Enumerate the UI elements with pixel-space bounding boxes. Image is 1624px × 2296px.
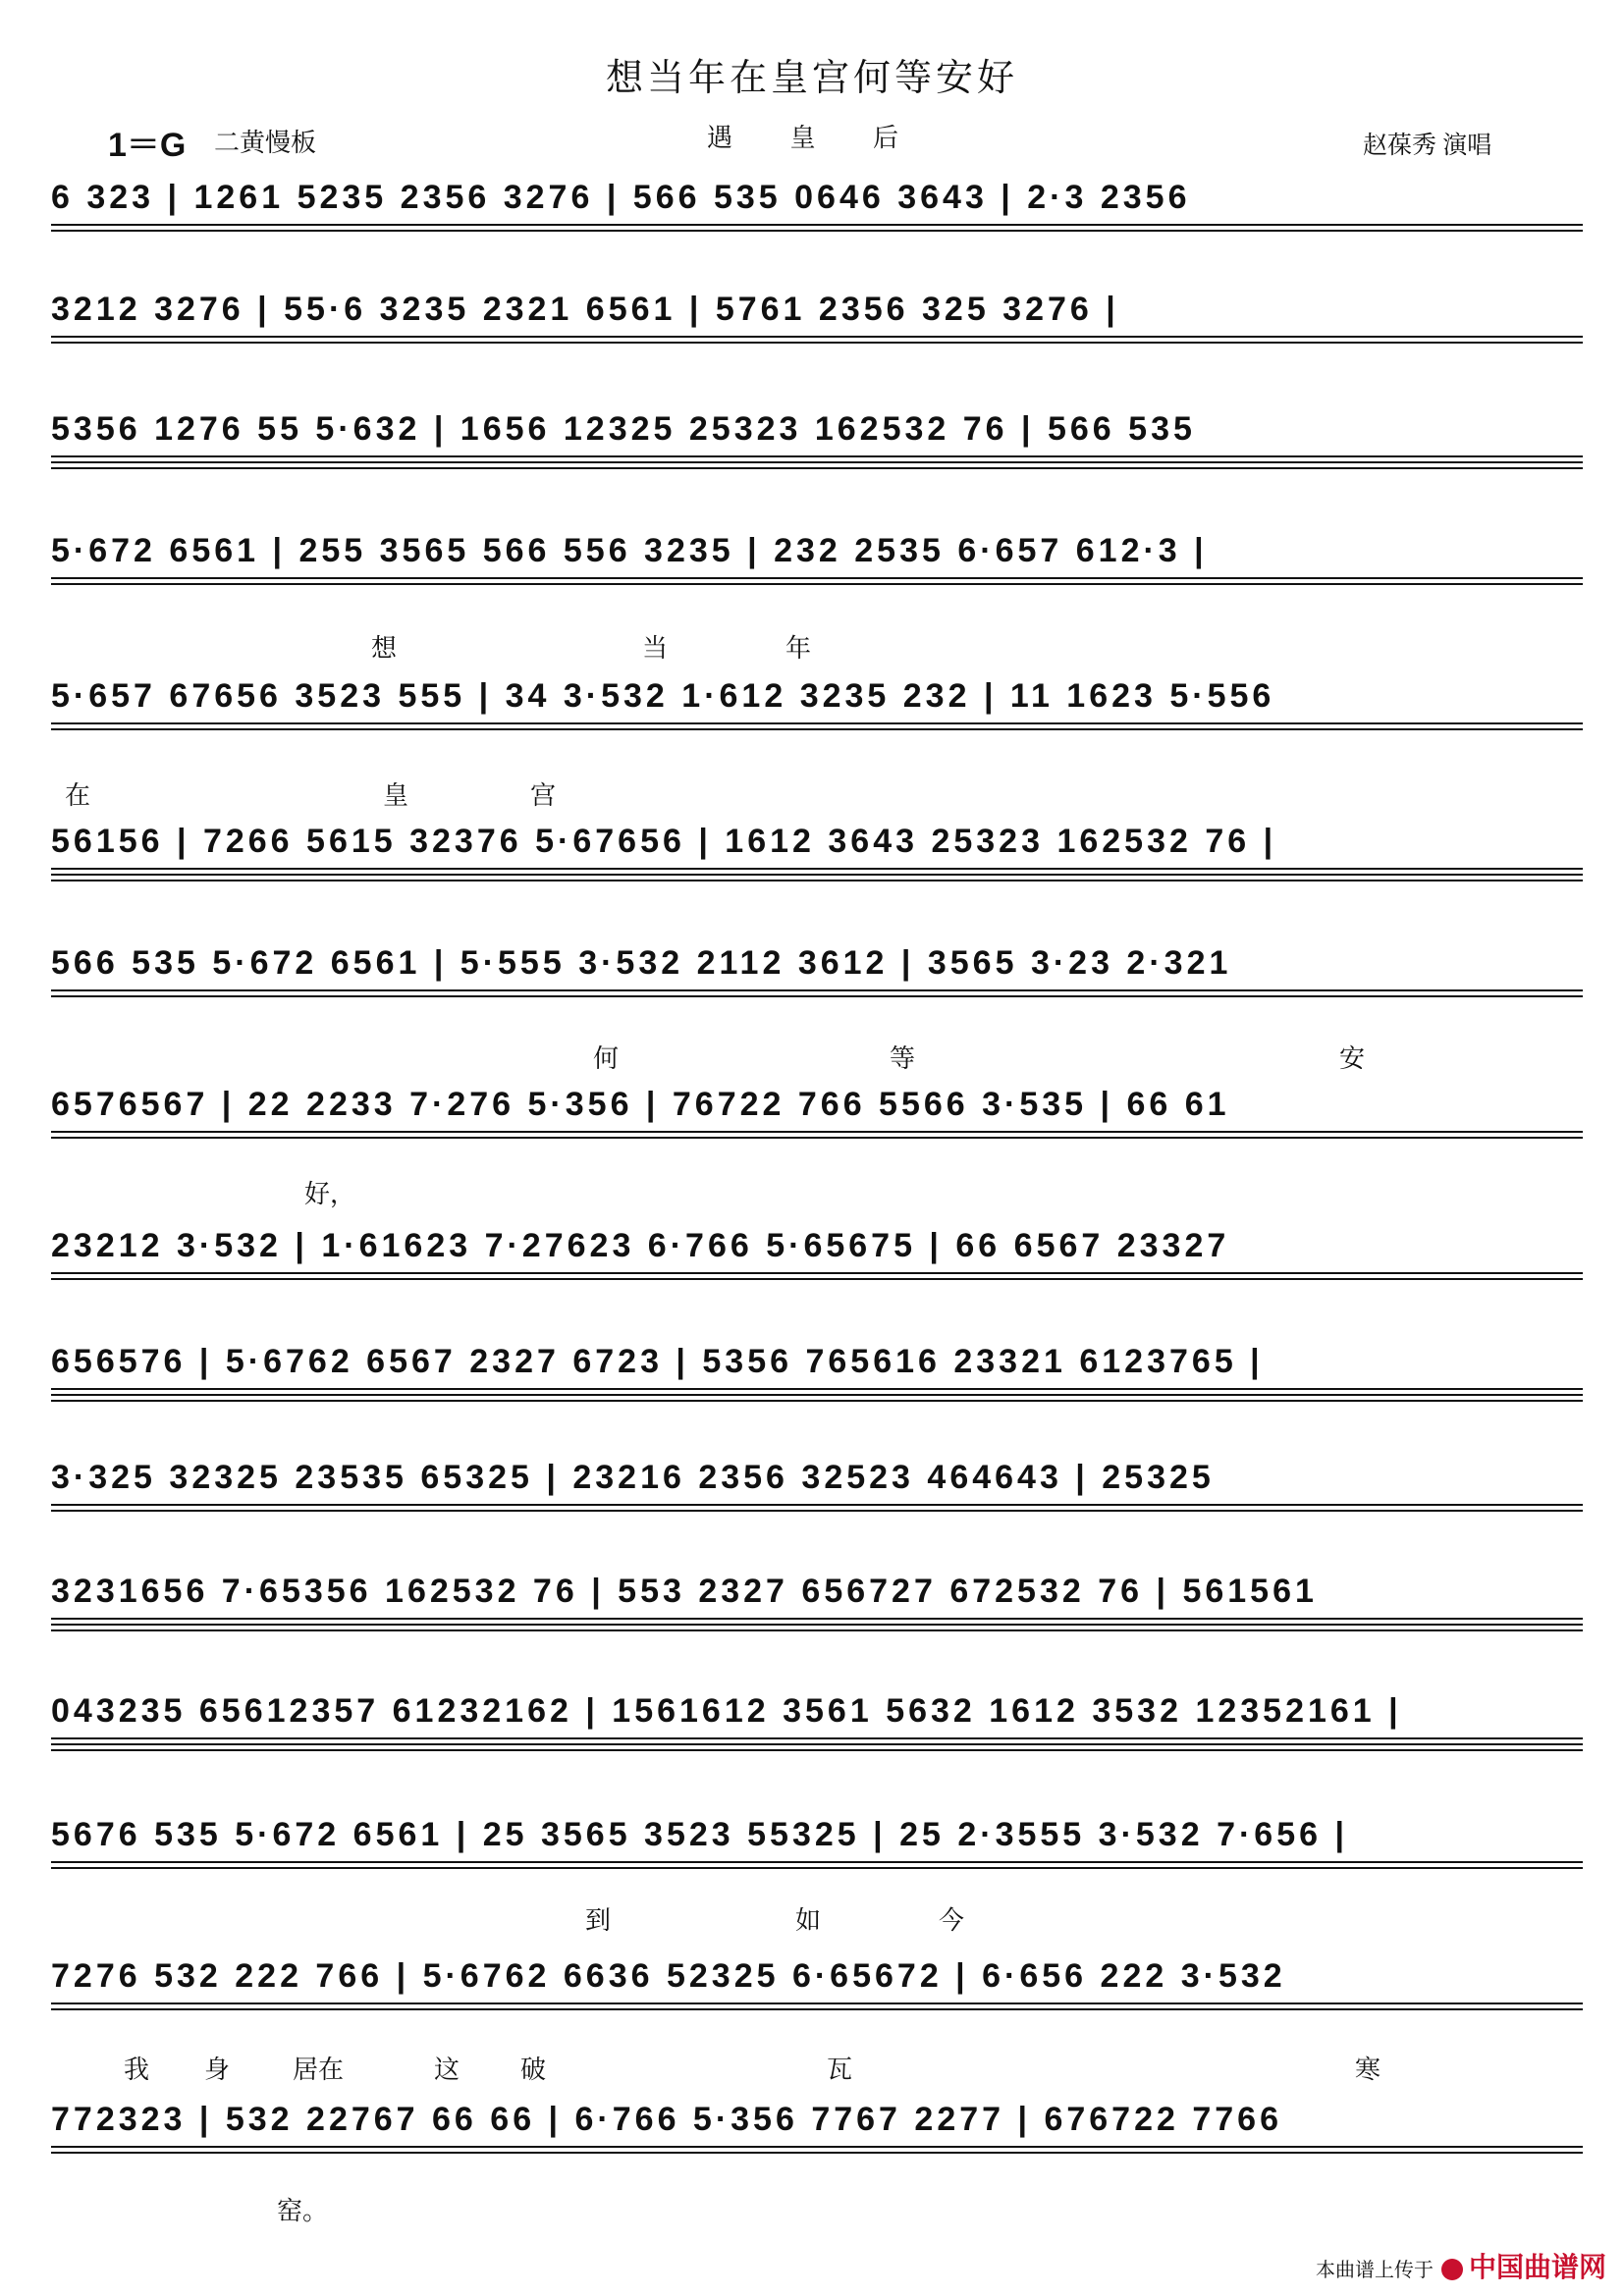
notation-text: 3212 3276 | 55·6 3235 2321 6561 | 5761 2356 325 3276 | [51, 291, 1119, 328]
notation-text: 5356 1276 55 5·632 | 1656 12325 25323 162532 76 | 566 535 [51, 410, 1196, 448]
site-name: 中国曲谱网 [1469, 2252, 1607, 2282]
notation-text: 6 323 | 1261 5235 2356 3276 | 566 535 0646 3643 | 2·3 2356 [51, 179, 1191, 216]
score-row [51, 1227, 1583, 1286]
notation-text: 7276 532 222 766 | 5·6762 6636 52325 6·65672 | 6·656 222 3·532 [51, 1957, 1286, 1995]
notation-text: 3·325 32325 23535 65325 | 23216 2356 32523 464643 | 25325 [51, 1459, 1215, 1496]
logo-icon [1441, 2259, 1463, 2280]
notation-text: 6576567 | 22 2233 7·276 5·356 | 76722 766 5566 3·535 | 66 61 [51, 1086, 1230, 1123]
score-row [51, 179, 1583, 238]
site-logo[interactable] [1441, 2246, 1606, 2285]
upload-credit: 本曲谱上传于 [1316, 2260, 1434, 2281]
score-row [51, 1816, 1583, 1875]
score-row [51, 1086, 1583, 1145]
score-row [51, 1957, 1583, 2016]
score-row [51, 291, 1583, 349]
score-row [51, 1692, 1583, 1751]
score-row [51, 823, 1583, 881]
section-subtitle: 遇 皇 后 [707, 124, 925, 152]
score-row [51, 2101, 1583, 2160]
score-row [51, 410, 1583, 469]
score-row [51, 1573, 1583, 1631]
notation-text: 5·672 6561 | 255 3565 566 556 3235 | 232 2535 6·657 612·3 | [51, 532, 1208, 569]
notation-text: 5676 535 5·672 6561 | 25 3565 3523 55325 | 25 2·3555 3·532 7·656 | [51, 1816, 1348, 1853]
score-row [51, 1343, 1583, 1402]
notation-text: 3231656 7·65356 162532 76 | 553 2327 656727 672532 76 | 561561 [51, 1573, 1318, 1610]
notation-text: 23212 3·532 | 1·61623 7·27623 6·766 5·65675 | 66 6567 23327 [51, 1227, 1230, 1264]
notation-text: 772323 | 532 22767 66 66 | 6·766 5·356 7767 2277 | 676722 7766 [51, 2101, 1282, 2138]
key-signature: 1＝G [108, 127, 187, 164]
score-row [51, 1459, 1583, 1518]
notation-text: 5·657 67656 3523 555 | 34 3·532 1·612 3235 232 | 11 1623 5·556 [51, 677, 1275, 715]
page-title: 想当年在皇宫何等安好 [605, 58, 1018, 99]
tempo-marking: 二黄慢板 [214, 129, 317, 157]
notation-text: 656576 | 5·6762 6567 2327 6723 | 5356 765616 23321 6123765 | [51, 1343, 1264, 1380]
notation-text: 56156 | 7266 5615 32376 5·67656 | 1612 3643 25323 162532 76 | [51, 823, 1277, 860]
notation-text: 043235 65612357 61232162 | 1561612 3561 5632 1612 3532 12352161 | [51, 1692, 1402, 1730]
notation-text: 566 535 5·672 6561 | 5·555 3·532 2112 3612 | 3565 3·23 2·321 [51, 944, 1232, 982]
performer-credit: 赵葆秀 演唱 [1363, 133, 1492, 159]
score-row [51, 944, 1583, 1003]
score-row [51, 532, 1583, 591]
score-row [51, 677, 1583, 736]
